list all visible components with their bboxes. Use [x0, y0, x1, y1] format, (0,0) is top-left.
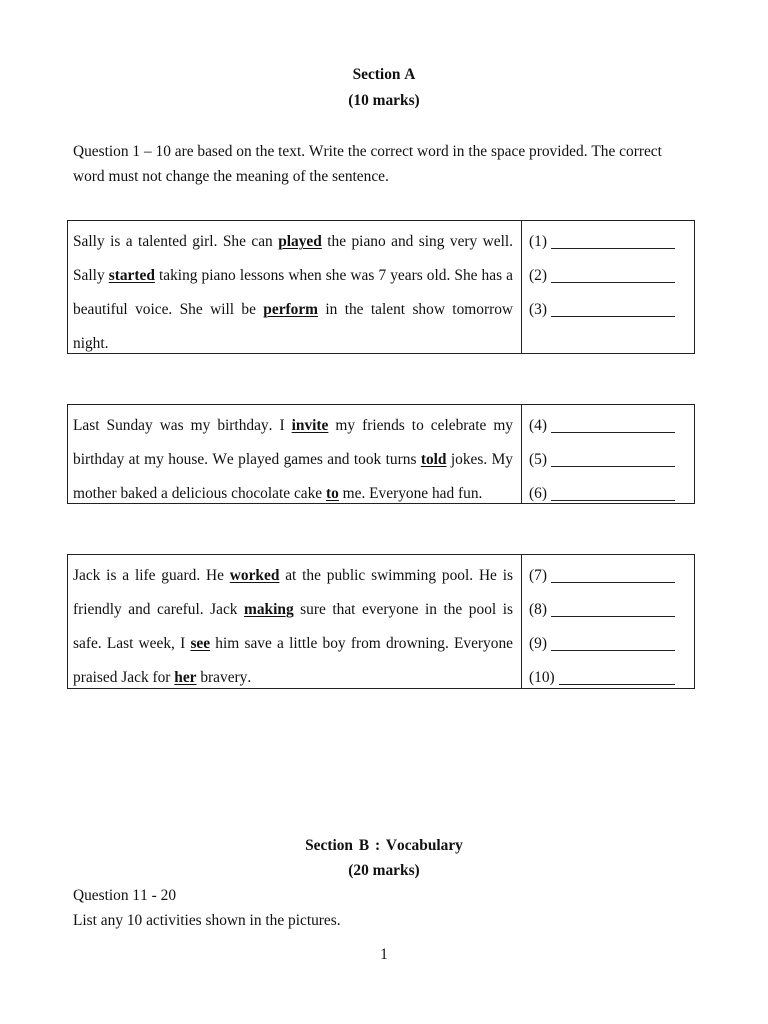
question-range: Question 11 - 20	[73, 887, 177, 904]
section-b-title: Section B : Vocabulary	[305, 837, 463, 854]
answer-blank-line	[559, 684, 675, 685]
answer-label: (7)	[529, 567, 547, 584]
target-word: played	[278, 233, 322, 250]
page-number: 1	[380, 946, 388, 963]
passage-text-segment: Sally is a talented girl. She can	[73, 233, 279, 250]
target-word: told	[420, 451, 447, 468]
section-b-instructions: List any 10 activities shown in the pictures.	[73, 912, 341, 929]
answer-row	[529, 661, 675, 695]
answer-blank-line	[551, 466, 675, 467]
passage-text-segment: the piano and sing very well. Sally	[73, 233, 514, 284]
answer-row	[529, 259, 675, 293]
section-b-marks: (20 marks)	[348, 862, 420, 879]
answer-row	[529, 593, 675, 627]
target-word: to	[325, 485, 339, 502]
passage-text-segment: bravery.	[196, 669, 252, 686]
passage-text-segment: Jack is a life guard. He	[73, 567, 230, 584]
target-word: started	[108, 267, 155, 284]
target-word: making	[244, 601, 294, 618]
passage-box-3	[67, 554, 695, 689]
answer-label: (9)	[529, 635, 547, 652]
target-word: see	[190, 635, 211, 652]
answer-blank-line	[551, 650, 675, 651]
passage-text-segment: Last Sunday was my birthday. I	[73, 417, 292, 434]
passage-text-segment: taking piano lessons when she was 7 years old. She has a beautiful voice. She will be	[73, 267, 513, 318]
answer-label: (5)	[529, 451, 547, 468]
target-word: perform	[263, 301, 318, 318]
answer-blank-line	[551, 248, 675, 249]
answer-row	[529, 477, 675, 511]
passage-box-1	[67, 220, 695, 354]
answer-column	[521, 221, 694, 353]
passage-text	[68, 405, 521, 503]
answer-row	[529, 293, 675, 327]
passage-text-segment: at the public swimming pool. He is friendly and careful. Jack	[73, 567, 513, 618]
answer-row	[529, 409, 675, 443]
target-word: invite	[291, 417, 329, 434]
target-word: worked	[229, 567, 280, 584]
answer-label: (10)	[529, 669, 555, 686]
passage-text-segment: him save a little boy from drowning. Everyone praised Jack for	[73, 635, 513, 686]
answer-blank-line	[551, 316, 675, 317]
answer-row	[529, 443, 675, 477]
answer-label: (8)	[529, 601, 547, 618]
section-a-title: Section A	[352, 66, 416, 83]
answer-row	[529, 225, 675, 259]
answer-column	[521, 555, 694, 688]
answer-blank-line	[551, 616, 675, 617]
section-a-marks: (10 marks)	[348, 92, 420, 109]
answer-label: (6)	[529, 485, 547, 502]
passage-text-segment: my friends to celebrate my birthday at my house. We played games and took turns	[73, 417, 514, 468]
passage-text-segment: in the talent show tomorrow night.	[73, 301, 514, 352]
answer-blank-line	[551, 500, 675, 501]
passage-text-segment: sure that everyone in the pool is safe. Last week, I	[73, 601, 513, 652]
passage-text-segment: me. Everyone had fun.	[338, 485, 483, 502]
answer-label: (2)	[529, 267, 547, 284]
passage-text	[68, 555, 521, 688]
answer-blank-line	[551, 282, 675, 283]
passage-text-segment: jokes. My mother baked a delicious chocolate cake	[73, 451, 513, 502]
passage-box-2	[67, 404, 695, 504]
section-a-instructions: Question 1 – 10 are based on the text. Write the correct word in the space provided. The correct word must not change the meaning of the sentence.	[73, 143, 662, 185]
answer-blank-line	[551, 432, 675, 433]
answer-row	[529, 627, 675, 661]
answer-blank-line	[551, 582, 675, 583]
answer-column	[521, 405, 694, 503]
answer-label: (4)	[529, 417, 547, 434]
answer-row	[529, 559, 675, 593]
answer-label: (1)	[529, 233, 547, 250]
passage-text	[68, 221, 521, 353]
answer-label: (3)	[529, 301, 547, 318]
target-word: her	[174, 669, 197, 686]
